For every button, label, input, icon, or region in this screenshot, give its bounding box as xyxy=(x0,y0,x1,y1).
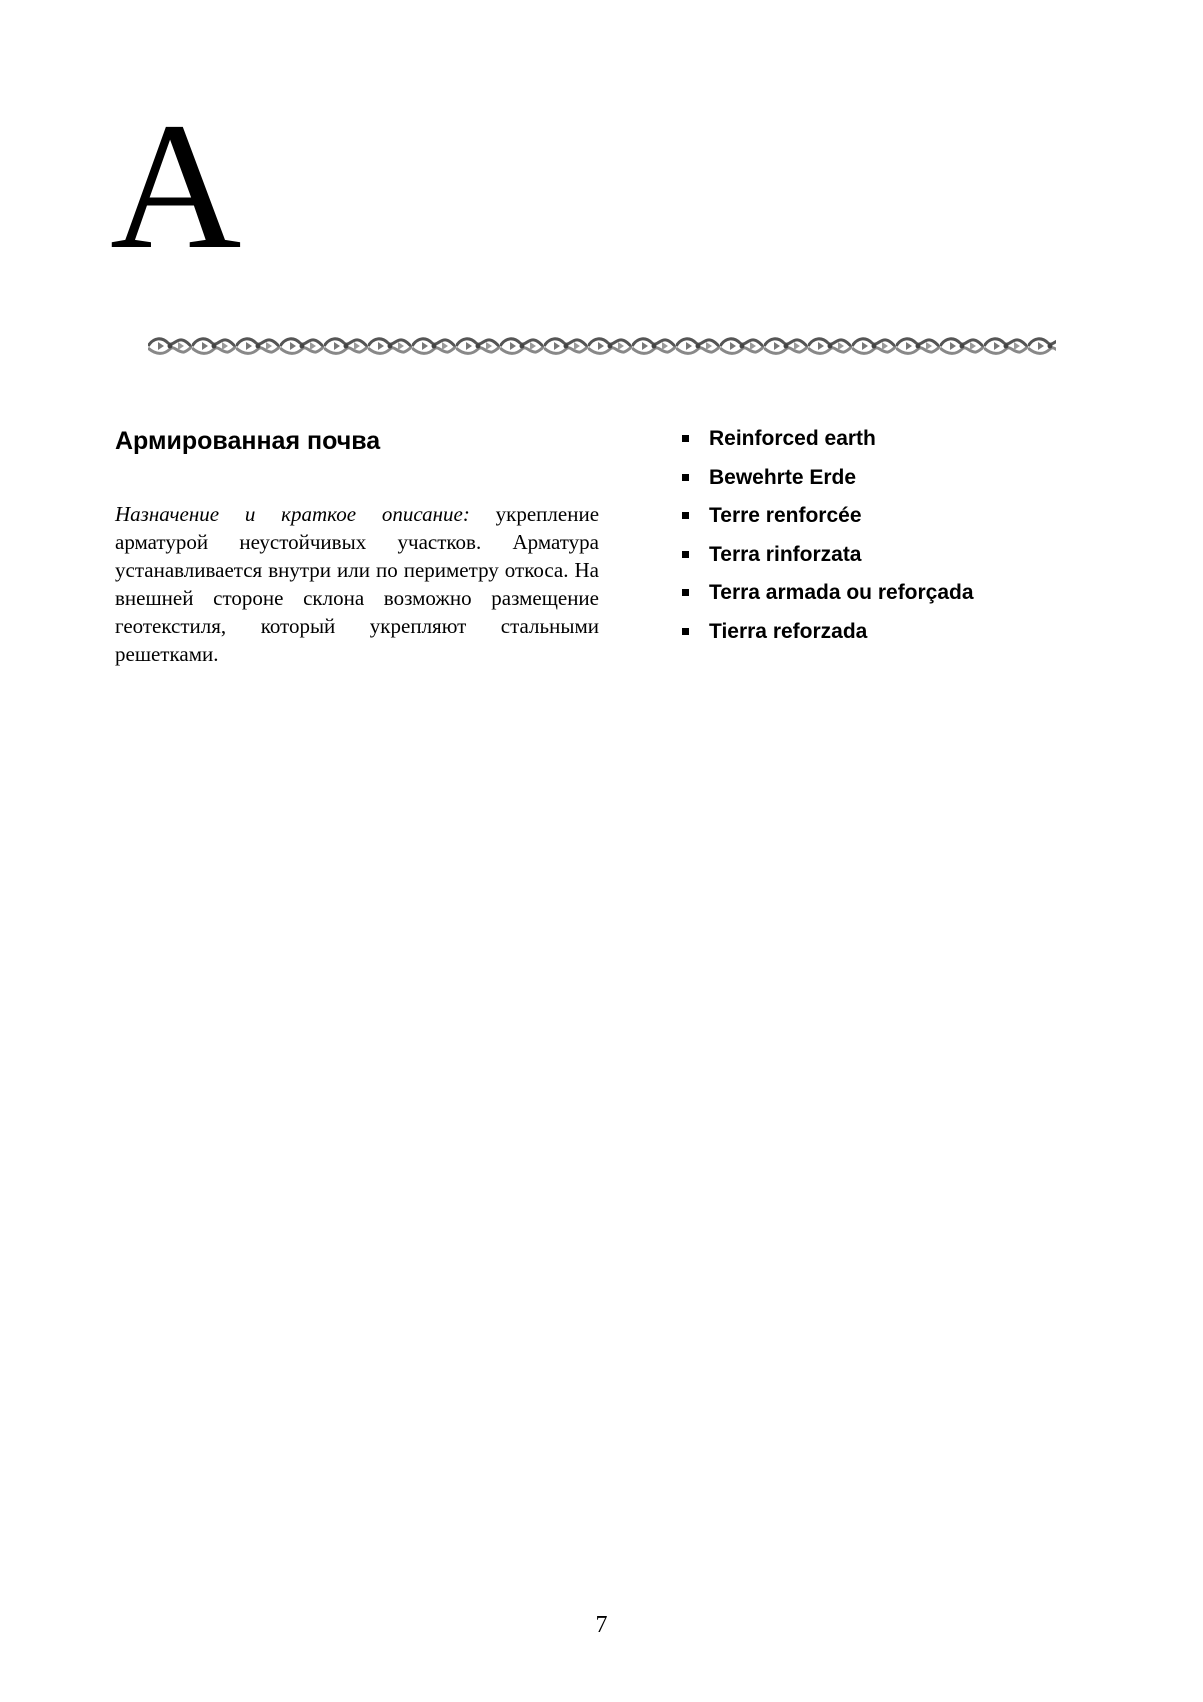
translation-item xyxy=(682,619,1102,658)
translation-label: Terre renforcée xyxy=(709,504,862,527)
translation-item xyxy=(682,580,1102,619)
translation-item xyxy=(682,503,1102,542)
translation-item xyxy=(682,426,1102,465)
bullet-icon xyxy=(682,512,689,519)
bullet-icon xyxy=(682,628,689,635)
entry-description xyxy=(115,500,599,668)
translation-label: Tierra reforzada xyxy=(709,619,868,643)
section-letter: A xyxy=(110,86,242,287)
translation-label: Reinforced earth xyxy=(709,427,876,450)
translation-label: Terra armada ou reforçada xyxy=(709,581,974,604)
entry-title: Армированная почва xyxy=(115,427,381,455)
translations-block xyxy=(682,426,1102,657)
description-body: укрепление арматурой неустойчивых участков. Арматура устанавливается внутри или по периметру откоса. На внешней стороне склона возможно размещение геотекстиля, который укрепляют стальными решетками. xyxy=(115,502,600,666)
bullet-icon xyxy=(682,589,689,596)
entry-block xyxy=(115,426,599,668)
translation-label: Terra rinforzata xyxy=(709,542,862,566)
bullet-icon xyxy=(682,551,689,558)
translation-label: Bewehrte Erde xyxy=(709,465,857,489)
page-number: 7 xyxy=(595,1612,608,1638)
translation-item xyxy=(682,465,1102,504)
bullet-icon xyxy=(682,474,689,481)
translation-item xyxy=(682,542,1102,581)
decorative-divider xyxy=(148,333,1056,359)
bullet-icon xyxy=(682,435,689,442)
translation-list xyxy=(682,426,1102,657)
description-lead: Назначение и краткое описание: xyxy=(115,502,470,526)
